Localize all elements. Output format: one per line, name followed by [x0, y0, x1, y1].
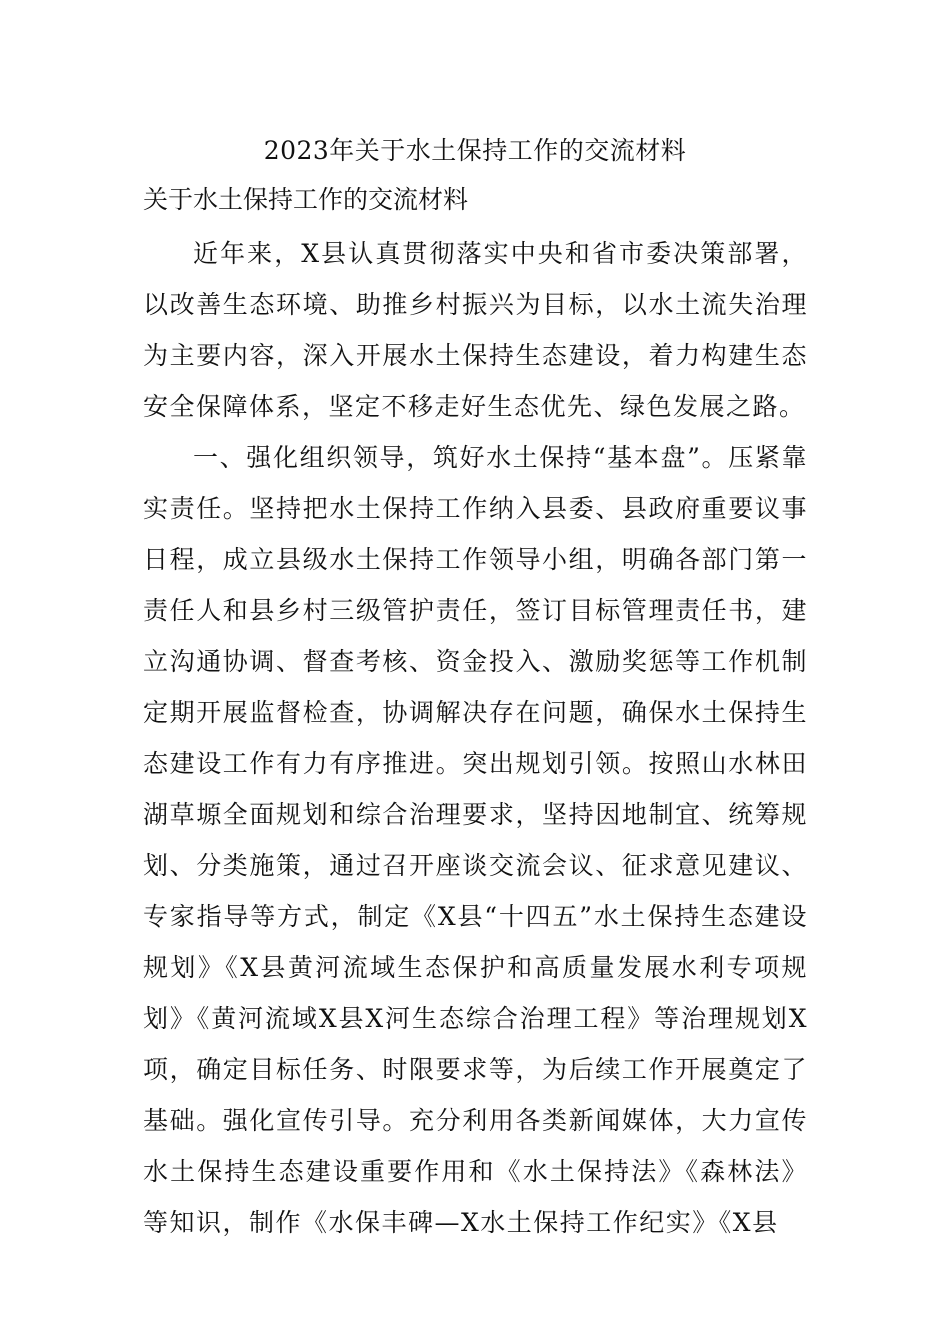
document-title: 2023年关于水土保持工作的交流材料 — [263, 136, 687, 165]
paragraph-intro: 近年来，X县认真贯彻落实中央和省市委决策部署，以改善生态环境、助推乡村振兴为目标，以水土流失治理为主要内容，深入开展水土保持生态建设，着力构建生态安全保障体系，坚定不移走好生态优先、绿色发展之路。 — [143, 239, 808, 421]
document-subtitle: 关于水土保持工作的交流材料 — [143, 185, 469, 214]
document-body — [143, 228, 808, 1248]
paragraph-section-1: 一、强化组织领导，筑好水土保持“基本盘”。压紧靠实责任。坚持把水土保持工作纳入县委、县政府重要议事日程，成立县级水土保持工作领导小组，明确各部门第一责任人和县乡村三级管护责任，签订目标管理责任书，建立沟通协调、督查考核、资金投入、激励奖惩等工作机制定期开展监督检查，协调解决存在问题，确保水土保持生态建设工作有力有序推进。突出规划引领。按照山水林田湖草塬全面规划和综合治理要求，坚持因地制宜、统筹规划、分类施策，通过召开座谈交流会议、征求意见建议、专家指导等方式，制定《X县“十四五”水土保持生态建设规划》《X县黄河流域生态保护和高质量发展水利专项规划》《黄河流域X县X河生态综合治理工程》等治理规划X项，确定目标任务、时限要求等，为后续工作开展奠定了基础。强化宣传引导。充分利用各类新闻媒体，大力宣传水土保持生态建设重要作用和《水土保持法》《森林法》等知识，制作《水保丰碑—X水土保持工作纪实》《X县 — [143, 443, 808, 1237]
